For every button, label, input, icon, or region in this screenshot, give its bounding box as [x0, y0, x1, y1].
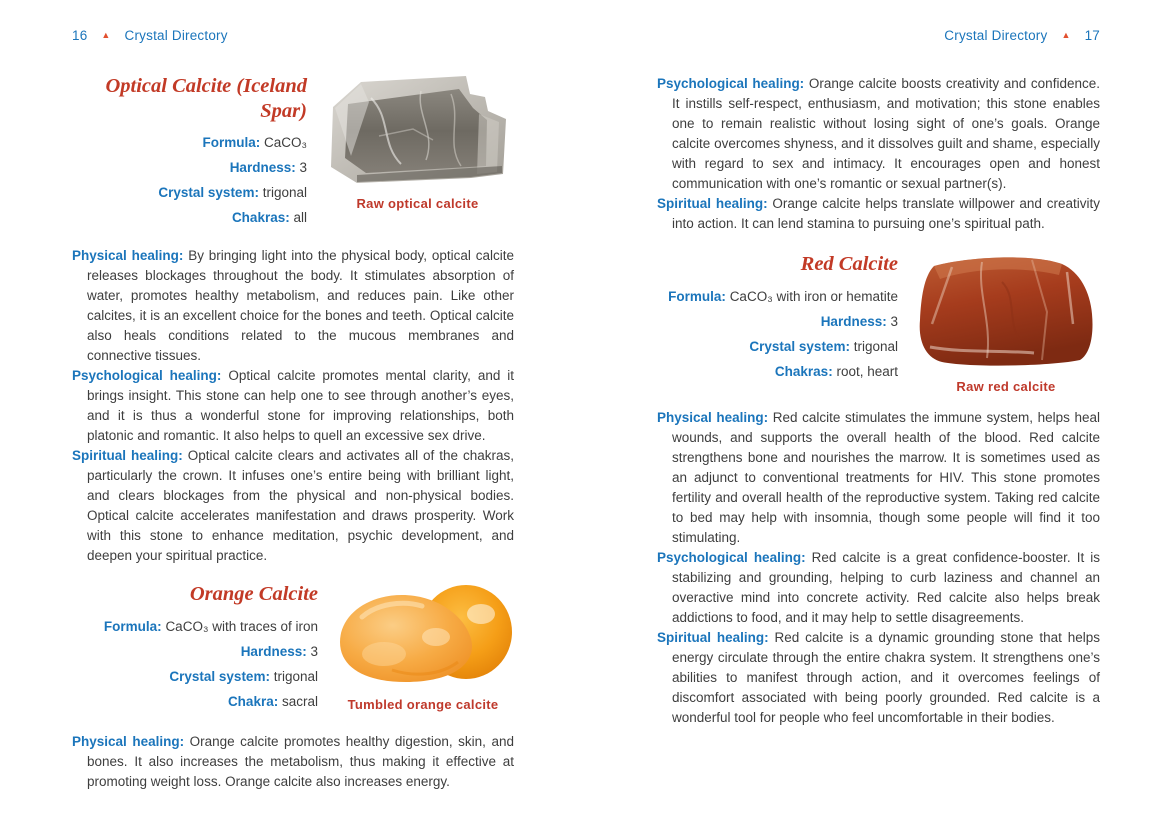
paragraph-physical-healing-optical — [72, 246, 514, 366]
raw-optical-calcite-photo — [321, 74, 514, 211]
paragraph-psychological-healing-optical — [72, 366, 514, 446]
spec-row — [657, 309, 898, 334]
paragraph-text: By bringing light into the physical body, optical calcite releases blockages throughout the body. It stimulates absorption of water, promotes healthy metabolism, and reduces pain. Like other calcites, it is an excellent choice for the bones and teeth. Optical calcite also heals conditions related to the mucous membranes and connective tissues. — [87, 248, 514, 364]
paragraph-text: Optical calcite promotes mental clarity, and it brings insight. This stone can help one to see through another’s eyes, and it is thus a wonderful stone for improving relationships, both platonic and romantic. It also helps to quell an excessive sex drive. — [87, 368, 514, 444]
page-number: 17 — [1084, 28, 1100, 43]
spec-value: trigonal — [273, 668, 318, 684]
spec-row — [72, 130, 307, 155]
running-title: Crystal Directory — [944, 28, 1048, 43]
paragraph-label: Physical healing: — [72, 248, 184, 264]
paragraph-text: Red calcite is a great confidence-booster. It is stabilizing and grounding, helping to curb laziness and channel an overactive mind into concrete activity. Red calcite also helps break addictions to food, and it may help to settle disagreements. — [672, 550, 1100, 625]
page-header-left — [72, 28, 514, 43]
spec-label: Hardness: — [229, 160, 296, 176]
paragraph-spiritual-healing-orange — [657, 194, 1100, 234]
paragraph-spiritual-healing-optical — [72, 446, 514, 566]
page-16 — [72, 28, 514, 792]
paragraph-text: Red calcite stimulates the immune system, helps heal wounds, and supports the overall health of the blood. Red calcite strengthens bone and nourishes the marrow. It is sometimes used as an adjunct to conventional treatments for HIV. This stone promotes fertility and overall health of the reproductive system. Taking red calcite to bed may help with insomnia, though some people will find it too stimulating. — [672, 410, 1100, 545]
spec-label: Chakras: — [231, 210, 290, 226]
paragraph-label: Spiritual healing: — [657, 196, 768, 211]
spec-label: Formula: — [103, 618, 162, 634]
spec-label: Formula: — [202, 135, 261, 151]
paragraph-text: Orange calcite helps translate willpower and creativity into action. It can lend stamina to pursuing one’s spiritual path. — [672, 196, 1100, 231]
spec-label: Crystal system: — [158, 185, 259, 201]
spec-value: 3 — [890, 313, 898, 329]
orange-calcite-info — [72, 582, 332, 714]
spec-label: Hardness: — [240, 643, 307, 659]
photo-caption: Tumbled orange calcite — [347, 697, 499, 713]
spec-row — [72, 614, 318, 639]
spec-label: Chakra: — [227, 693, 279, 709]
spec-row — [72, 180, 307, 205]
spec-row — [72, 639, 318, 664]
spec-row — [72, 664, 318, 689]
spec-row — [72, 205, 307, 230]
tumbled-orange-calcite-photo — [332, 582, 514, 712]
optical-calcite-crystal-image — [321, 74, 514, 186]
paragraph-text: Orange calcite promotes healthy digestion, skin, and bones. It also increases the metabolism, thus making it effective at promoting weight loss. Orange calcite also increases energy. — [87, 733, 514, 789]
paragraph-text: Orange calcite boosts creativity and confidence. It instills self-respect, enthusiasm, and motivation; this stone enables one to remain realistic without losing sight of one’s goals. Orange calcite overcomes shyness, and it dissolves guilt and shame, especially with regard to sex and intimacy. It encourages open and honest communication with one’s romantic or sexual partner(s). — [672, 76, 1100, 191]
spec-row — [72, 155, 307, 180]
crystal-title: Optical Calcite (Iceland Spar) — [105, 75, 307, 122]
red-calcite-info — [657, 252, 912, 384]
spec-value: CaCO₃ with traces of iron — [165, 618, 318, 634]
paragraph-physical-healing-orange — [72, 732, 514, 792]
spec-row — [657, 334, 898, 359]
paragraph-label: Psychological healing: — [657, 76, 805, 91]
spec-value: CaCO₃ with iron or hematite — [729, 288, 898, 304]
paragraph-label: Psychological healing: — [657, 550, 806, 565]
raw-red-calcite-photo — [912, 252, 1100, 394]
paragraph-physical-healing-red — [657, 408, 1100, 548]
paragraph-label: Physical healing: — [657, 410, 769, 425]
spec-value: sacral — [281, 693, 318, 709]
spec-value: 3 — [310, 643, 318, 659]
spec-row — [657, 284, 898, 309]
photo-caption: Raw red calcite — [956, 379, 1056, 394]
crystal-title: Orange Calcite — [189, 583, 318, 606]
orange-calcite-section — [72, 582, 514, 714]
red-calcite-crystal-image — [912, 252, 1100, 369]
spec-value: root, heart — [836, 363, 898, 379]
spec-value: trigonal — [262, 185, 307, 201]
page-number: 16 — [72, 28, 88, 43]
page-17 — [657, 28, 1100, 728]
triangle-ornament-icon: ▲ — [1061, 30, 1071, 40]
page-header-right — [657, 28, 1100, 43]
spec-value: all — [293, 210, 307, 226]
spec-row — [657, 359, 898, 384]
optical-calcite-section — [72, 74, 514, 230]
spec-label: Crystal system: — [169, 668, 270, 684]
spec-value: CaCO₃ — [263, 135, 307, 151]
running-title: Crystal Directory — [124, 28, 228, 43]
triangle-ornament-icon: ▲ — [101, 30, 111, 40]
paragraph-label: Spiritual healing: — [72, 448, 183, 464]
spec-label: Hardness: — [820, 313, 887, 329]
crystal-title: Red Calcite — [800, 253, 898, 275]
spec-label: Formula: — [668, 288, 726, 304]
paragraph-spiritual-healing-red — [657, 628, 1100, 728]
paragraph-text: Optical calcite clears and activates all of the chakras, particularly the crown. It infuses one’s entire being with brilliant light, and clears blockages from the physical and non-physical bodies. Optical calcite accelerates manifestation and draws prosperity. Work with this stone to enhance meditation, psychic development, and deepen your spiritual practice. — [87, 448, 514, 564]
spec-row — [72, 689, 318, 714]
spec-label: Crystal system: — [749, 338, 850, 354]
paragraph-text: Red calcite is a dynamic grounding stone that helps energy circulate through the entire chakra system. It strengthens one’s abilities to manifest through action, and it overcomes feelings of discomfort associated with being poorly grounded. Red calcite is a wonderful tool for people who feel uncomfortable in their bodies. — [672, 630, 1100, 725]
spec-value: trigonal — [853, 338, 898, 354]
spec-value: 3 — [299, 160, 307, 176]
red-calcite-section — [657, 252, 1100, 394]
spec-label: Chakras: — [774, 363, 833, 379]
paragraph-label: Physical healing: — [72, 733, 185, 749]
paragraph-psychological-healing-orange — [657, 74, 1100, 194]
optical-calcite-info — [72, 74, 321, 230]
orange-calcite-stones-image — [332, 582, 514, 687]
paragraph-psychological-healing-red — [657, 548, 1100, 628]
paragraph-label: Psychological healing: — [72, 368, 222, 384]
photo-caption: Raw optical calcite — [356, 196, 479, 211]
paragraph-label: Spiritual healing: — [657, 630, 769, 645]
